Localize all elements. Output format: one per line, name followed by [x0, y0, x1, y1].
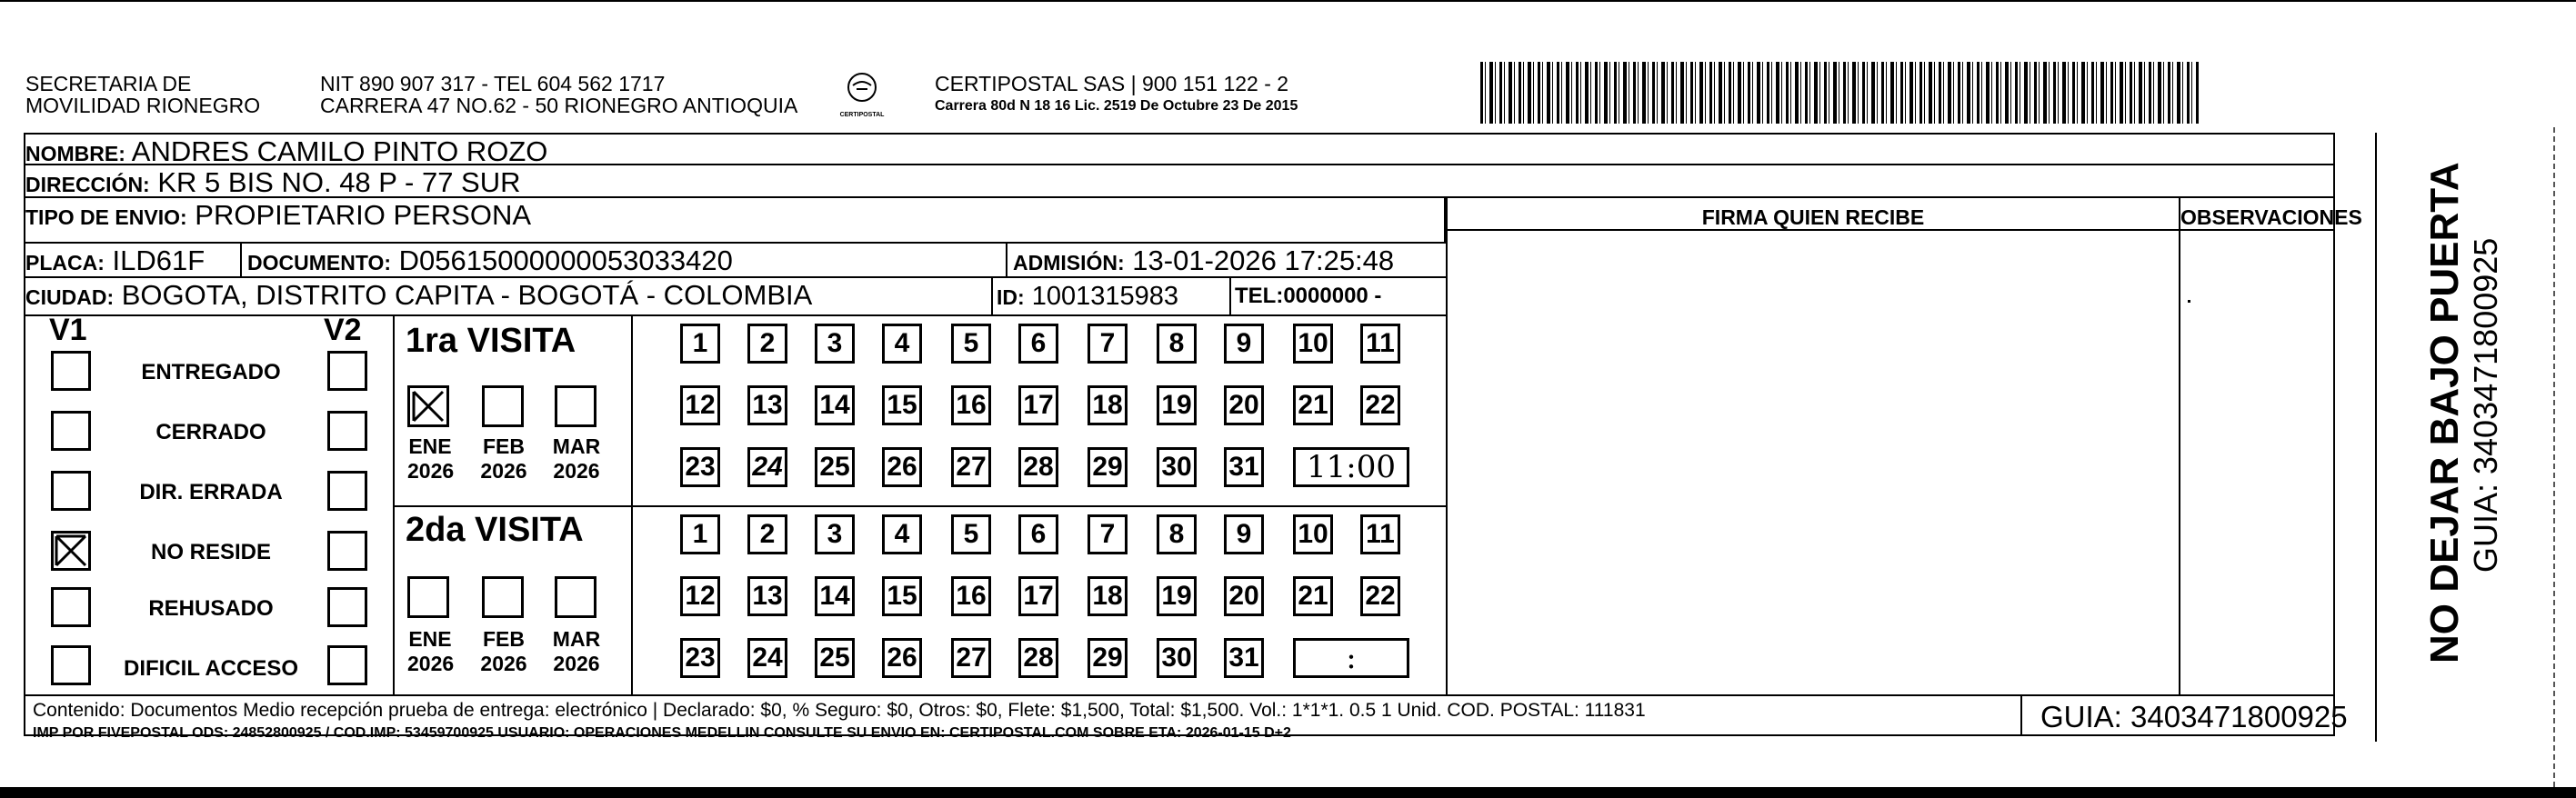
second-visit-day-7[interactable]: 7: [1088, 514, 1128, 554]
second-visit-day-19[interactable]: 19: [1157, 576, 1197, 616]
first-visit-day-22[interactable]: 22: [1360, 385, 1400, 425]
second-month-feb-label: FEB: [483, 627, 525, 651]
reason-cerrado: CERRADO: [155, 420, 266, 444]
second-visit-time-box[interactable]: :: [1293, 638, 1409, 678]
second-month-ene-year: 2026: [407, 652, 455, 675]
second-month-ene-box[interactable]: [407, 576, 449, 618]
barcode: [1480, 62, 2199, 124]
first-visit-day-20[interactable]: 20: [1224, 385, 1264, 425]
first-visit-day-25[interactable]: 25: [815, 447, 855, 487]
v2-checkbox-rehusado[interactable]: [327, 587, 367, 627]
second-visit-day-22[interactable]: 22: [1360, 576, 1400, 616]
second-visit-day-10[interactable]: 10: [1293, 514, 1333, 554]
first-visit-day-12[interactable]: 12: [680, 385, 720, 425]
documento-label: DOCUMENTO:: [247, 251, 392, 274]
first-visit-day-31[interactable]: 31: [1224, 447, 1264, 487]
first-visit-day-30[interactable]: 30: [1157, 447, 1197, 487]
first-visit-day-3[interactable]: 3: [815, 324, 855, 364]
id-label: ID:: [997, 285, 1025, 309]
id-field: [997, 278, 1178, 315]
footer-top-line: [25, 694, 2333, 696]
second-month-feb-box[interactable]: [482, 576, 524, 618]
first-visit-title: 1ra VISITA: [406, 322, 576, 360]
first-month-feb: [480, 434, 527, 484]
tel-label: TEL:: [1235, 284, 1284, 308]
direccion-row: [25, 165, 2335, 198]
first-visit-day-21[interactable]: 21: [1293, 385, 1333, 425]
second-visit-day-28[interactable]: 28: [1018, 638, 1058, 678]
reason-rehusado: REHUSADO: [148, 596, 274, 621]
sender-name: [25, 73, 260, 116]
tipo-value: PROPIETARIO PERSONA: [195, 199, 532, 231]
tipo-label: TIPO DE ENVIO:: [25, 205, 187, 229]
first-visit-day-26[interactable]: 26: [882, 447, 922, 487]
sender-name-line-1: SECRETARIA DE: [25, 72, 192, 95]
tel-field: [1235, 278, 1381, 314]
first-visit-day-23[interactable]: 23: [680, 447, 720, 487]
first-visit-day-24[interactable]: 24: [747, 447, 787, 487]
second-visit-day-29[interactable]: 29: [1088, 638, 1128, 678]
v2-checkbox-entregado[interactable]: [327, 351, 367, 391]
footer-imp: IMP POR FIVEPOSTAL ODS: 24852800925 / COD.IMP: 53459700925 USUARIO: OPERACIONES MEDELLIN CONSULTE SU ENVIO EN: CERTIPOSTAL.COM SOBRE ETA: 2026-01-15 D+2: [33, 725, 1291, 741]
first-month-mar: [551, 434, 602, 484]
second-month-mar-box[interactable]: [555, 576, 596, 618]
second-visit-day-16[interactable]: 16: [951, 576, 991, 616]
form-right-line: [2375, 133, 2377, 742]
second-visit-day-18[interactable]: 18: [1088, 576, 1128, 616]
v1-checkbox-dificil-acceso[interactable]: [51, 645, 91, 685]
first-month-feb-year: 2026: [480, 459, 527, 483]
footer-contenido: Contenido: Documentos Medio recepción prueba de entrega: electrónico | Declarado: $0, % Seguro: $0, Otros: $0, Flete: $1,500, Total: $1,500. Vol.: 1*1*1. 0.5 1 Unid. COD. POSTAL: 111831: [33, 700, 1646, 721]
first-visit-day-19[interactable]: 19: [1157, 385, 1197, 425]
first-visit-day-27[interactable]: 27: [951, 447, 991, 487]
reason-dir-errada: DIR. ERRADA: [139, 480, 283, 504]
admision-field: [1013, 244, 1394, 280]
first-visit-day-29[interactable]: 29: [1088, 447, 1128, 487]
admision-value: 13-01-2026 17:25:48: [1132, 244, 1395, 276]
side-warning: NO DEJAR BAJO PUERTA: [2422, 162, 2467, 663]
second-visit-day-24[interactable]: 24: [747, 638, 787, 678]
second-visit-day-6[interactable]: 6: [1018, 514, 1058, 554]
reason-no-reside: NO RESIDE: [150, 540, 272, 564]
second-visit-day-14[interactable]: 14: [815, 576, 855, 616]
second-visit-day-23[interactable]: 23: [680, 638, 720, 678]
firma-left-line: [1446, 198, 1448, 696]
direccion-label: DIRECCIÓN:: [25, 173, 150, 196]
first-visit-time-box[interactable]: 11:00: [1293, 447, 1409, 487]
first-visit-day-16[interactable]: 16: [951, 385, 991, 425]
first-visit-day-18[interactable]: 18: [1088, 385, 1128, 425]
second-visit-day-12[interactable]: 12: [680, 576, 720, 616]
ciudad-value: BOGOTA, DISTRITO CAPITA - BOGOTÁ - COLOMBIA: [121, 279, 813, 311]
company-license: Carrera 80d N 18 16 Lic. 2519 De Octubre 23 De 2015: [935, 98, 1298, 114]
first-visit-day-6[interactable]: 6: [1018, 324, 1058, 364]
id-divider: [991, 278, 993, 316]
second-visit-day-20[interactable]: 20: [1224, 576, 1264, 616]
first-visit-day-10[interactable]: 10: [1293, 324, 1333, 364]
second-visit-day-11[interactable]: 11: [1360, 514, 1400, 554]
visit-split-line: [395, 505, 1446, 507]
first-visit-day-7[interactable]: 7: [1088, 324, 1128, 364]
second-visit-day-2[interactable]: 2: [747, 514, 787, 554]
second-month-feb-year: 2026: [480, 652, 527, 675]
second-visit-day-13[interactable]: 13: [747, 576, 787, 616]
sender-contact: [320, 73, 797, 116]
sender-name-line-2: MOVILIDAD RIONEGRO: [25, 94, 261, 117]
first-month-ene-year: 2026: [407, 459, 455, 483]
second-visit-day-4[interactable]: 4: [882, 514, 922, 554]
second-visit-day-27[interactable]: 27: [951, 638, 991, 678]
second-visit-title: 2da VISITA: [406, 511, 584, 549]
first-month-ene-label: ENE: [408, 434, 452, 458]
id-value: 1001315983: [1031, 282, 1179, 311]
first-visit-day-15[interactable]: 15: [882, 385, 922, 425]
v1-checkbox-dir-errada[interactable]: [51, 471, 91, 511]
cut-line: [2553, 127, 2555, 796]
second-visit-day-5[interactable]: 5: [951, 514, 991, 554]
second-visit-day-3[interactable]: 3: [815, 514, 855, 554]
reason-dificil-acceso: DIFICIL ACCESO: [123, 656, 298, 681]
company-block: [935, 73, 1298, 115]
v2-checkbox-dir-errada[interactable]: [327, 471, 367, 511]
side-text: [2422, 82, 2510, 663]
first-visit-day-17[interactable]: 17: [1018, 385, 1058, 425]
certipostal-logo: [835, 71, 889, 125]
sender-address: CARRERA 47 NO.62 - 50 RIONEGRO ANTIOQUIA: [320, 94, 798, 117]
side-guia: GUIA: 3403471800925: [2467, 237, 2504, 573]
v2-checkbox-dificil-acceso[interactable]: [327, 645, 367, 685]
second-visit-day-8[interactable]: 8: [1157, 514, 1197, 554]
first-month-feb-label: FEB: [483, 434, 525, 458]
footer-guia: GUIA: 3403471800925: [2040, 700, 2348, 733]
nit-tel: NIT 890 907 317 - TEL 604 562 1717: [320, 72, 666, 95]
first-month-mar-label: MAR: [552, 434, 601, 458]
first-visit-day-8[interactable]: 8: [1157, 324, 1197, 364]
second-visit-day-15[interactable]: 15: [882, 576, 922, 616]
first-month-ene-box[interactable]: [407, 385, 449, 427]
first-visit-day-2[interactable]: 2: [747, 324, 787, 364]
first-visit-day-5[interactable]: 5: [951, 324, 991, 364]
v2-checkbox-no-reside[interactable]: [327, 531, 367, 571]
observaciones-header: OBSERVACIONES: [2180, 205, 2362, 229]
first-visit-day-4[interactable]: 4: [882, 324, 922, 364]
tipo-row: [25, 198, 1446, 244]
admision-divider: [1006, 244, 1007, 278]
nombre-value: ANDRES CAMILO PINTO ROZO: [131, 135, 548, 167]
second-visit-day-25[interactable]: 25: [815, 638, 855, 678]
first-visit-day-1[interactable]: 1: [680, 324, 720, 364]
company-name: CERTIPOSTAL SAS | 900 151 122 - 2: [935, 72, 1289, 95]
nombre-row: [25, 135, 2335, 165]
footer-guia-divider: [2020, 694, 2022, 736]
first-month-mar-box[interactable]: [555, 385, 596, 427]
v1-label: V1: [49, 313, 87, 347]
check-x-icon: [54, 534, 88, 568]
nombre-label: NOMBRE:: [25, 142, 125, 165]
first-visit-day-13[interactable]: 13: [747, 385, 787, 425]
first-month-feb-box[interactable]: [482, 385, 524, 427]
first-visit-day-14[interactable]: 14: [815, 385, 855, 425]
first-month-ene: [407, 434, 453, 484]
v1-checkbox-rehusado[interactable]: [51, 587, 91, 627]
obs-dot: [2188, 300, 2190, 303]
ciudad-row: [25, 278, 1446, 316]
firma-header: FIRMA QUIEN RECIBE: [1701, 205, 1925, 229]
second-month-ene: [407, 627, 453, 676]
second-month-feb: [480, 627, 527, 676]
v2-label: V2: [324, 313, 362, 347]
reason-entregado: ENTREGADO: [141, 360, 281, 384]
first-visit-day-28[interactable]: 28: [1018, 447, 1058, 487]
top-border: [0, 0, 2576, 2]
v1-checkbox-entregado[interactable]: [51, 351, 91, 391]
second-visit-day-26[interactable]: 26: [882, 638, 922, 678]
second-visit-day-30[interactable]: 30: [1157, 638, 1197, 678]
documento-value: D05615000000053033420: [398, 244, 733, 276]
second-month-mar-year: 2026: [553, 652, 600, 675]
placa-label: PLACA:: [25, 251, 105, 274]
tel-value: 0000000 -: [1283, 284, 1382, 308]
admision-label: ADMISIÓN:: [1013, 251, 1125, 274]
second-month-mar: [551, 627, 602, 676]
direccion-value: KR 5 BIS NO. 48 P - 77 SUR: [157, 166, 521, 198]
v1-checkbox-cerrado[interactable]: [51, 411, 91, 451]
first-month-mar-year: 2026: [553, 459, 600, 483]
documento-field: [247, 244, 733, 280]
second-visit-day-1[interactable]: 1: [680, 514, 720, 554]
ciudad-label: CIUDAD:: [25, 285, 115, 309]
second-visit-day-17[interactable]: 17: [1018, 576, 1058, 616]
obs-left-line: [2179, 198, 2180, 696]
first-visit-day-9[interactable]: 9: [1224, 324, 1264, 364]
second-visit-day-9[interactable]: 9: [1224, 514, 1264, 554]
placa-divider: [240, 244, 242, 278]
second-visit-day-21[interactable]: 21: [1293, 576, 1333, 616]
v2-checkbox-cerrado[interactable]: [327, 411, 367, 451]
second-month-mar-label: MAR: [552, 627, 601, 651]
first-visit-day-11[interactable]: 11: [1360, 324, 1400, 364]
tel-divider: [1229, 278, 1231, 316]
second-month-ene-label: ENE: [408, 627, 452, 651]
check-x-icon: [410, 388, 446, 424]
bottom-bar: [0, 787, 2576, 798]
logo-text: CERTIPOSTAL: [839, 112, 885, 118]
placa-value: ILD61F: [112, 244, 205, 276]
second-visit-day-31[interactable]: 31: [1224, 638, 1264, 678]
v1-checkbox-no-reside[interactable]: [51, 531, 91, 571]
